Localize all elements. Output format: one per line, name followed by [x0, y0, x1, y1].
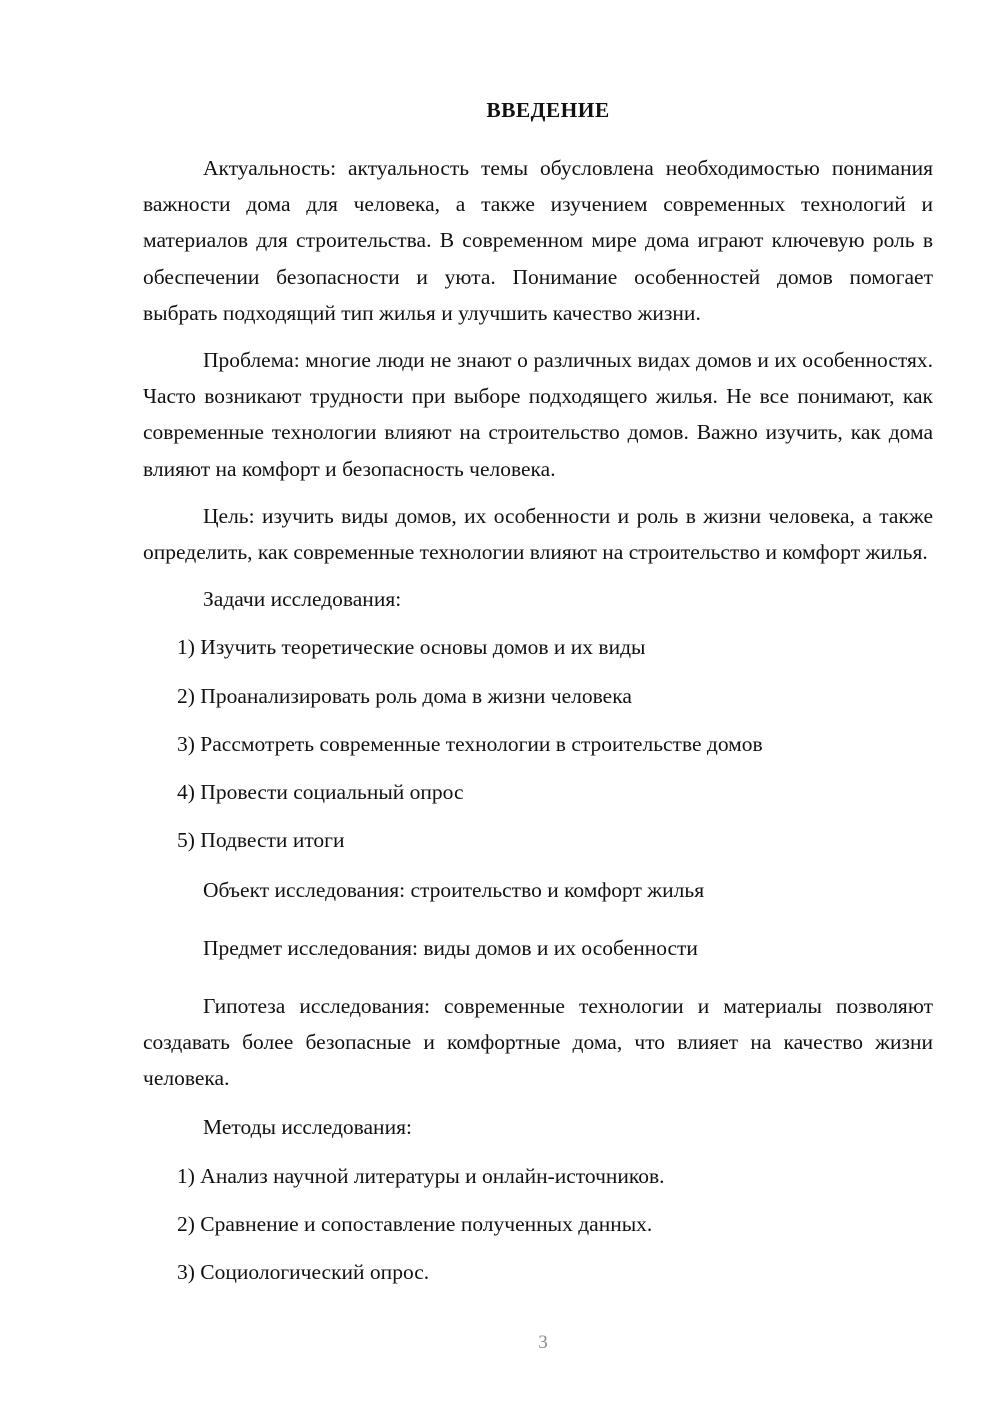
- list-item-label: Изучить теоретические основы домов и их виды: [200, 635, 646, 660]
- paragraph-hypothesis: Гипотеза исследования: современные технологии и материалы позволяют создавать более безопасные и комфортные дома, что влияет на качество жизни человека.: [143, 993, 933, 1091]
- page-title: ВВЕДЕНИЕ: [486, 98, 610, 122]
- paragraph-problem: Проблема: многие люди не знают о различных видах домов и их особенностях. Часто возникают трудности при выборе подходящего жилья. Не все понимают, как современные технологии влияют на строительство домов. Важно изучить, как дома влияют на комфорт и безопасность человека.: [143, 348, 933, 481]
- paragraph-goal: Цель: изучить виды домов, их особенности и роль в жизни человека, а также определить, как современные технологии влияют на строительство и комфорт жилья.: [143, 503, 933, 565]
- tasks-list: [143, 629, 933, 858]
- paragraph-relevance: Актуальность: актуальность темы обусловлена необходимостью понимания важности дома для человека, а также изучением современных технологий и материалов для строительства. В современном мире дома играют ключевую роль в обеспечении безопасности и уюта. Понимание особенностей домов помогает выбрать подходящий тип жилья и улучшить качество жизни.: [143, 156, 933, 325]
- list-item: [143, 774, 933, 810]
- list-item: [143, 629, 933, 665]
- list-item: [143, 1158, 933, 1194]
- document-body: [143, 92, 933, 1290]
- list-item-label: Анализ научной литературы и онлайн-источников.: [200, 1163, 665, 1188]
- page-number: 3: [538, 1332, 548, 1353]
- list-marker: 1): [177, 635, 201, 660]
- list-item-label: Сравнение и сопоставление полученных данных.: [200, 1211, 653, 1236]
- methods-heading: Методы исследования:: [203, 1115, 412, 1140]
- list-item: [143, 678, 933, 714]
- list-marker: 5): [177, 828, 201, 853]
- list-item-label: Рассмотреть современные технологии в строительстве домов: [200, 731, 763, 756]
- list-item-label: Подвести итоги: [200, 828, 345, 853]
- list-marker: 3): [177, 731, 201, 756]
- tasks-heading: Задачи исследования:: [203, 587, 402, 612]
- subject-of-research: Предмет исследования: виды домов и их особенности: [203, 936, 698, 961]
- list-marker: 1): [177, 1163, 201, 1188]
- list-item: [143, 1206, 933, 1242]
- list-item: [143, 822, 933, 858]
- object-of-research: Объект исследования: строительство и комфорт жилья: [203, 878, 705, 903]
- list-item-label: Социологический опрос.: [200, 1260, 430, 1285]
- title-spacer: [143, 128, 933, 150]
- list-marker: 4): [177, 780, 201, 805]
- list-item-label: Провести социальный опрос: [200, 780, 464, 805]
- list-marker: 2): [177, 1211, 201, 1236]
- list-item-label: Проанализировать роль дома в жизни человека: [200, 683, 632, 708]
- list-item: [143, 1254, 933, 1290]
- list-item: [143, 726, 933, 762]
- methods-list: [143, 1158, 933, 1291]
- list-marker: 3): [177, 1260, 201, 1285]
- list-marker: 2): [177, 683, 201, 708]
